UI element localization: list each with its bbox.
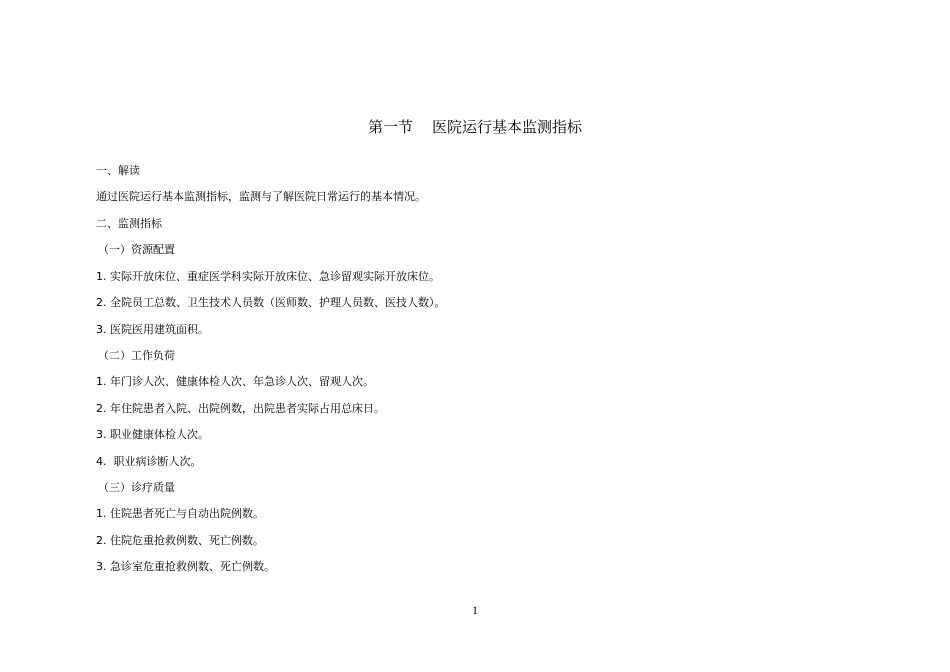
section-title: 第一节 医院运行基本监测指标 — [367, 118, 583, 136]
list-item: 1. 年门诊人次、健康体检人次、年急诊人次、留观人次。 — [96, 375, 374, 388]
list-item: 1. 实际开放床位、重症医学科实际开放床位、急诊留观实际开放床位。 — [96, 270, 440, 283]
subheading-quality: （三）诊疗质量 — [98, 481, 175, 494]
page-number: 1 — [472, 603, 478, 617]
subheading-resources: （一）资源配置 — [98, 243, 175, 256]
list-item: 2. 住院危重抢救例数、死亡例数。 — [96, 534, 264, 547]
paragraph-interpretation: 通过医院运行基本监测指标，监测与了解医院日常运行的基本情况。 — [96, 190, 426, 203]
list-item: 1. 住院患者死亡与自动出院例数。 — [96, 507, 264, 520]
list-item: 3. 职业健康体检人次。 — [96, 428, 209, 441]
heading-interpretation: 一、解读 — [96, 164, 140, 177]
list-item: 4. 职业病诊断人次。 — [96, 455, 202, 468]
list-item: 2. 年住院患者入院、出院例数，出院患者实际占用总床日。 — [96, 402, 385, 415]
subheading-workload: （二）工作负荷 — [98, 349, 175, 362]
heading-indicators: 二、监测指标 — [96, 217, 162, 230]
list-item: 3. 急诊室危重抢救例数、死亡例数。 — [96, 560, 275, 573]
list-item: 3. 医院医用建筑面积。 — [96, 323, 209, 336]
list-item: 2. 全院员工总数、卫生技术人员数（医师数、护理人员数、医技人数）。 — [96, 296, 446, 309]
